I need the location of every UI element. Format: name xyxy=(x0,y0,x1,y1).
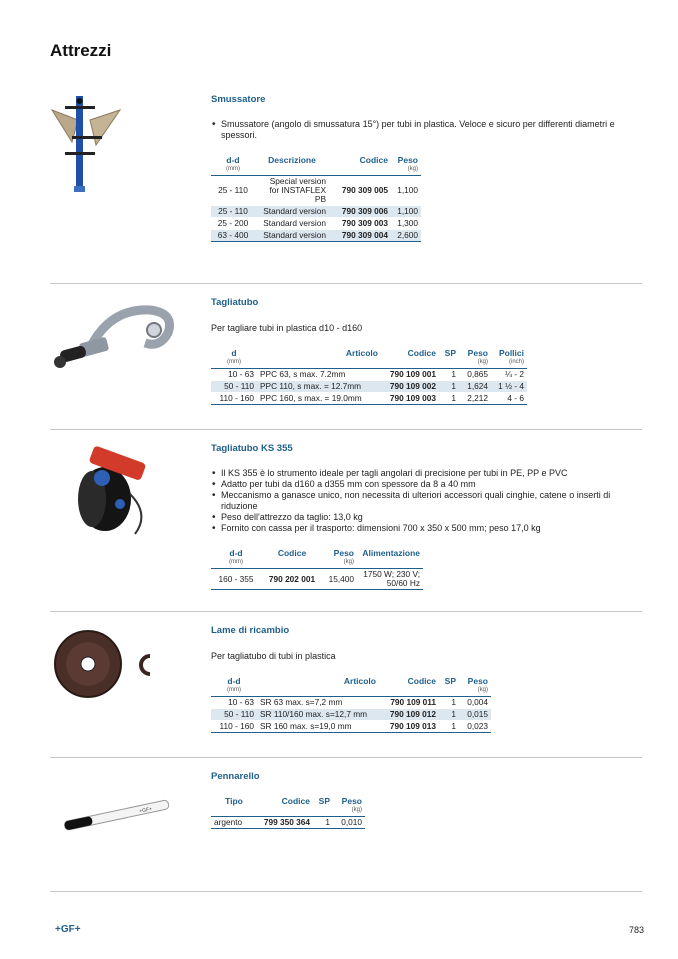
tagliatubo-image xyxy=(50,298,200,388)
cell-codice: 790 309 004 xyxy=(329,230,391,242)
cell-peso: 1,624 xyxy=(459,381,491,393)
cell-sp: 1 xyxy=(439,381,459,393)
cell-dd: 25 - 110 xyxy=(211,176,255,206)
chamfer-tool-icon xyxy=(50,90,130,200)
cell-peso: 1,100 xyxy=(391,206,421,218)
pennarello-image xyxy=(50,797,200,847)
table-row xyxy=(211,369,527,381)
unit-peso: (kg) xyxy=(459,686,491,697)
col-alimentazione: Alimentazione xyxy=(362,548,420,558)
tagliatubo-desc: Per tagliare tubi in plastica d10 - d160 xyxy=(211,323,363,333)
unit-peso: (kg) xyxy=(333,806,365,817)
page-title: Attrezzi xyxy=(50,41,112,60)
cell-peso: 2,600 xyxy=(391,230,421,242)
pennarello-title: Pennarello xyxy=(211,771,260,782)
cell-codice: 790 109 011 xyxy=(379,697,439,709)
cell-dd: 160 - 355 xyxy=(211,569,261,590)
col-articolo: Articolo xyxy=(343,676,376,686)
section-ks355 xyxy=(50,434,642,604)
lame-title: Lame di ricambio xyxy=(211,625,290,636)
cell-sp: 1 xyxy=(313,817,333,829)
table-row xyxy=(211,721,491,733)
cell-articolo: SR 63 max. s=7,2 mm xyxy=(257,697,379,709)
cell-codice: 790 109 013 xyxy=(379,721,439,733)
cell-alimentazione: 1750 W; 230 V; 50/60 Hz xyxy=(357,569,423,590)
section-pennarello xyxy=(50,762,642,882)
cell-dd: 50 - 110 xyxy=(211,709,257,721)
table-row xyxy=(211,381,527,393)
cell-desc: Standard version xyxy=(255,230,329,242)
cell-codice: 790 109 002 xyxy=(381,381,439,393)
cell-dd: 25 - 200 xyxy=(211,218,255,230)
unit-d: (mm) xyxy=(211,358,257,369)
divider xyxy=(50,429,642,430)
section-smussatore xyxy=(50,85,642,275)
col-sp: SP xyxy=(444,676,456,686)
col-peso: Peso xyxy=(341,796,362,806)
cell-tipo: argento xyxy=(211,817,257,829)
cell-d: 50 - 110 xyxy=(211,381,257,393)
divider xyxy=(50,891,642,892)
unit-dd: (mm) xyxy=(211,558,261,569)
col-codice: Codice xyxy=(407,348,436,358)
cell-peso: 0,865 xyxy=(459,369,491,381)
ks355-bullet: • Adatto per tubi da d160 a d355 mm con spessore da 8 a 40 mm xyxy=(211,479,641,490)
table-row xyxy=(211,176,421,206)
ks355-table xyxy=(211,548,423,590)
cell-sp: 1 xyxy=(439,709,459,721)
cell-d: 10 - 63 xyxy=(211,369,257,381)
cell-peso: 0,015 xyxy=(459,709,491,721)
col-sp: SP xyxy=(444,348,456,358)
ks355-bullet: • Peso dell'attrezzo da taglio: 13,0 kg xyxy=(211,512,641,523)
col-dd: d-d xyxy=(227,676,241,686)
col-codice: Codice xyxy=(277,548,307,558)
col-dd: d-d xyxy=(226,155,240,165)
ks355-title: Tagliatubo KS 355 xyxy=(211,443,293,454)
cell-d: 110 - 160 xyxy=(211,393,257,405)
blade-icon xyxy=(50,626,170,706)
table-row xyxy=(211,393,527,405)
gf-logo: +GF+ xyxy=(55,924,81,935)
cell-dd: 10 - 63 xyxy=(211,697,257,709)
cell-desc: Standard version xyxy=(255,218,329,230)
col-articolo: Articolo xyxy=(345,348,378,358)
cell-desc: Standard version xyxy=(255,206,329,218)
lame-image xyxy=(50,626,200,716)
unit-peso: (kg) xyxy=(459,358,491,369)
cell-pollici: ¼ - 2 xyxy=(491,369,527,381)
cell-articolo: SR 160 max. s=19,0 mm xyxy=(257,721,379,733)
page-number: 783 xyxy=(628,925,644,935)
table-row xyxy=(211,206,421,218)
cell-articolo: PPC 160, s max. = 19.0mm xyxy=(257,393,381,405)
table-row xyxy=(211,697,491,709)
cell-articolo: SR 110/160 max. s=12,7 mm xyxy=(257,709,379,721)
pipe-cutter-icon xyxy=(50,298,180,378)
cell-articolo: PPC 110, s max. = 12.7mm xyxy=(257,381,381,393)
cell-codice: 799 350 364 xyxy=(257,817,313,829)
tagliatubo-table xyxy=(211,348,527,405)
col-pollici: Pollici xyxy=(498,348,524,358)
cell-codice: 790 109 012 xyxy=(379,709,439,721)
cell-pollici: 1 ½ - 4 xyxy=(491,381,527,393)
col-d: d xyxy=(231,348,237,358)
cell-desc: Special version for INSTAFLEX PB xyxy=(255,176,329,206)
col-dd: d-d xyxy=(229,548,243,558)
smussatore-bullet: • Smussatore (angolo di smussatura 15°) per tubi in plastica. Veloce e sicuro per differenti diametri e spessori. xyxy=(211,119,641,141)
smussatore-title: Smussatore xyxy=(211,94,266,105)
ks355-cutter-icon xyxy=(50,444,160,544)
table-row xyxy=(211,230,421,242)
marker-brand: +GF+ xyxy=(138,806,153,815)
col-tipo: Tipo xyxy=(225,796,243,806)
lame-desc: Per tagliatubo di tubi in plastica xyxy=(211,651,336,661)
cell-peso: 2,212 xyxy=(459,393,491,405)
cell-articolo: PPC 63, s max. 7.2mm xyxy=(257,369,381,381)
col-sp: SP xyxy=(318,796,330,806)
col-peso: Peso xyxy=(467,676,488,686)
unit-dd: (mm) xyxy=(211,165,255,176)
smussatore-image xyxy=(50,90,200,200)
cell-codice: 790 309 006 xyxy=(329,206,391,218)
ks355-bullet: • Fornito con cassa per il trasporto: dimensioni 700 x 350 x 500 mm; peso 17,0 kg xyxy=(211,523,641,534)
section-lame xyxy=(50,616,642,751)
cell-codice: 790 309 005 xyxy=(329,176,391,206)
unit-dd: (mm) xyxy=(211,686,257,697)
cell-dd: 63 - 400 xyxy=(211,230,255,242)
cell-sp: 1 xyxy=(439,697,459,709)
table-row xyxy=(211,218,421,230)
ks355-bullet: • Meccanismo a ganasce unico, non necessita di ulteriori accessori quali cinghie, catene o inserti di riduzione xyxy=(211,490,641,512)
tagliatubo-title: Tagliatubo xyxy=(211,297,259,308)
cell-peso: 1,100 xyxy=(391,176,421,206)
col-codice: Codice xyxy=(359,155,388,165)
cell-codice: 790 309 003 xyxy=(329,218,391,230)
unit-peso: (kg) xyxy=(391,165,421,176)
lame-table xyxy=(211,676,491,733)
cell-sp: 1 xyxy=(439,393,459,405)
divider xyxy=(50,611,642,612)
ks355-image xyxy=(50,444,200,544)
cell-peso: 0,023 xyxy=(459,721,491,733)
ks355-bullet: • Il KS 355 è lo strumento ideale per tagli angolari di precisione per tubi in PE, PP e PVC xyxy=(211,468,641,479)
cell-peso: 0,004 xyxy=(459,697,491,709)
col-peso: Peso xyxy=(397,155,418,165)
cell-sp: 1 xyxy=(439,721,459,733)
cell-pollici: 4 - 6 xyxy=(491,393,527,405)
unit-pollici: (inch) xyxy=(491,358,527,369)
cell-dd: 110 - 160 xyxy=(211,721,257,733)
marker-icon xyxy=(50,797,180,837)
cell-codice: 790 202 001 xyxy=(261,569,323,590)
cell-peso: 0,010 xyxy=(333,817,365,829)
divider xyxy=(50,757,642,758)
col-peso: Peso xyxy=(333,548,354,558)
cell-peso: 15,400 xyxy=(323,569,357,590)
col-codice: Codice xyxy=(407,676,436,686)
cell-peso: 1,300 xyxy=(391,218,421,230)
cell-sp: 1 xyxy=(439,369,459,381)
divider xyxy=(50,283,642,284)
col-codice: Codice xyxy=(281,796,310,806)
table-row xyxy=(211,709,491,721)
cell-codice: 790 109 003 xyxy=(381,393,439,405)
table-row xyxy=(211,817,365,829)
cell-dd: 25 - 110 xyxy=(211,206,255,218)
col-descrizione: Descrizione xyxy=(268,155,316,165)
section-tagliatubo xyxy=(50,288,642,423)
pennarello-table xyxy=(211,796,365,829)
col-peso: Peso xyxy=(467,348,488,358)
table-row xyxy=(211,569,423,590)
cell-codice: 790 109 001 xyxy=(381,369,439,381)
smussatore-table xyxy=(211,155,421,242)
unit-peso: (kg) xyxy=(323,558,357,569)
